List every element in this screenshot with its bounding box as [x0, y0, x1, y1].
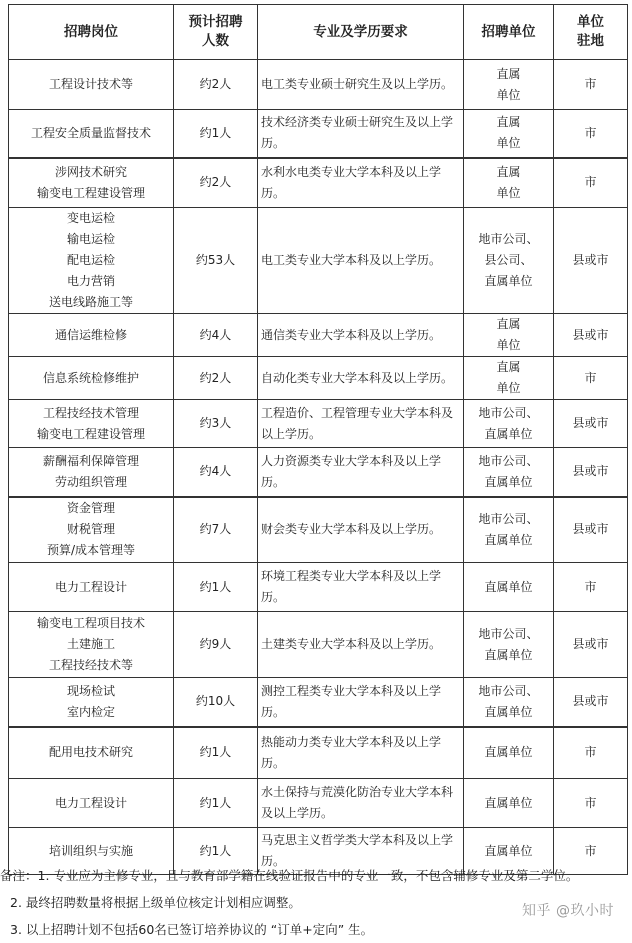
post-name: 电力工程设计 — [54, 579, 127, 594]
count-cell: 约4人 — [174, 314, 258, 357]
post-cell — [9, 612, 174, 678]
post-name: 工程技经技术管理 — [42, 405, 139, 420]
note-line-1: 备注：1. 专业应为主修专业，且与教育部学籍在线验证报告中的专业一致，不包含辅修专业及第二学位。 — [0, 868, 579, 883]
requirement-cell: 水利水电类专业大学本科及以上学历。 — [258, 158, 464, 208]
post-name: 土建施工 — [66, 637, 115, 651]
table-row — [9, 314, 628, 357]
post-name: 输变电工程项目技术 — [36, 616, 145, 630]
location-cell: 市 — [554, 727, 628, 779]
post-cell — [9, 563, 174, 612]
unit-cell — [464, 110, 554, 158]
unit-name: 直属单位 — [484, 579, 533, 594]
table-body — [9, 60, 628, 875]
unit-name: 直属单位 — [484, 745, 533, 760]
post-cell — [9, 678, 174, 727]
unit-cell — [464, 400, 554, 448]
unit-name: 直属 — [496, 66, 521, 81]
post-name: 配电运检 — [66, 253, 115, 267]
table-row — [9, 678, 628, 727]
location-cell: 市 — [554, 60, 628, 110]
post-name: 劳动组织管理 — [54, 474, 127, 489]
post-cell — [9, 779, 174, 828]
header-count-line2: 人数 — [202, 33, 229, 49]
header-location — [554, 5, 628, 60]
header-location-line1: 单位 — [577, 14, 604, 30]
post-cell — [9, 110, 174, 158]
unit-name: 直属 — [496, 115, 521, 130]
table-row — [9, 448, 628, 497]
unit-cell — [464, 208, 554, 314]
unit-cell — [464, 497, 554, 563]
post-cell — [9, 158, 174, 208]
table-row — [9, 60, 628, 110]
table-header-row — [9, 5, 628, 60]
count-cell: 约3人 — [174, 400, 258, 448]
location-cell: 县或市 — [554, 678, 628, 727]
header-unit: 招聘单位 — [464, 5, 554, 60]
unit-cell — [464, 612, 554, 678]
header-post: 招聘岗位 — [9, 5, 174, 60]
post-name: 电力营销 — [66, 274, 115, 288]
post-name: 预算/成本管理等 — [46, 543, 136, 558]
count-cell: 约7人 — [174, 497, 258, 563]
header-location-line2: 驻地 — [577, 33, 604, 49]
requirement-cell: 人力资源类专业大学本科及以上学历。 — [258, 448, 464, 497]
post-name: 信息系统检修维护 — [42, 370, 139, 385]
note-line-3: 3. 以上招聘计划不包括60名已签订培养协议的 “订单+定向” 生。 — [10, 922, 374, 937]
unit-name: 直属单位 — [484, 704, 533, 719]
post-cell — [9, 314, 174, 357]
unit-cell — [464, 779, 554, 828]
location-cell: 县或市 — [554, 448, 628, 497]
unit-cell — [464, 448, 554, 497]
unit-cell — [464, 314, 554, 357]
unit-name: 单位 — [496, 136, 521, 151]
table-row — [9, 779, 628, 828]
post-cell — [9, 448, 174, 497]
requirement-cell: 技术经济类专业硕士研究生及以上学历。 — [258, 110, 464, 158]
requirement-cell: 通信类专业大学本科及以上学历。 — [258, 314, 464, 357]
post-name: 现场检试 — [66, 683, 115, 698]
location-cell: 县或市 — [554, 208, 628, 314]
unit-cell — [464, 60, 554, 110]
location-cell: 市 — [554, 158, 628, 208]
unit-name: 直属单位 — [484, 843, 533, 858]
location-cell: 县或市 — [554, 612, 628, 678]
location-cell: 市 — [554, 357, 628, 400]
watermark: 知乎 @玖小时 — [522, 903, 614, 919]
post-name: 输电运检 — [66, 232, 115, 246]
table-row — [9, 497, 628, 563]
unit-cell — [464, 158, 554, 208]
unit-cell — [464, 563, 554, 612]
unit-name: 直属单位 — [484, 426, 533, 441]
table-row — [9, 400, 628, 448]
table-row — [9, 208, 628, 314]
requirement-cell: 自动化类专业大学本科及以上学历。 — [258, 357, 464, 400]
count-cell: 约1人 — [174, 779, 258, 828]
table-row — [9, 357, 628, 400]
unit-name: 直属 — [496, 317, 521, 331]
requirement-cell: 水土保持与荒漠化防治专业大学本科及以上学历。 — [258, 779, 464, 828]
count-cell: 约1人 — [174, 727, 258, 779]
header-count-line1: 预计招聘 — [188, 14, 243, 30]
requirement-cell: 热能动力类专业大学本科及以上学历。 — [258, 727, 464, 779]
table-row — [9, 158, 628, 208]
unit-name: 直属单位 — [484, 474, 533, 489]
unit-name: 单位 — [496, 338, 521, 352]
unit-name: 地市公司、 — [478, 405, 539, 420]
count-cell: 约10人 — [174, 678, 258, 727]
location-cell: 市 — [554, 563, 628, 612]
count-cell: 约1人 — [174, 828, 258, 875]
table-row — [9, 727, 628, 779]
post-name: 薪酬福利保障管理 — [42, 453, 139, 468]
unit-name: 直属单位 — [484, 647, 533, 662]
unit-name: 地市公司、 — [478, 626, 539, 641]
requirement-cell: 马克思主义哲学类大学本科及以上学历。 — [258, 828, 464, 875]
table-row — [9, 612, 628, 678]
unit-name: 单位 — [496, 381, 521, 395]
table-row — [9, 563, 628, 612]
unit-name: 直属单位 — [484, 532, 533, 547]
post-name: 培训组织与实施 — [48, 843, 133, 858]
requirement-cell: 土建类专业大学本科及以上学历。 — [258, 612, 464, 678]
post-cell — [9, 400, 174, 448]
header-count — [174, 5, 258, 60]
recruitment-table — [8, 4, 628, 875]
requirement-cell: 电工类专业大学本科及以上学历。 — [258, 208, 464, 314]
post-name: 涉网技术研究 — [54, 164, 127, 179]
unit-name: 直属 — [496, 360, 521, 374]
count-cell: 约4人 — [174, 448, 258, 497]
unit-cell — [464, 357, 554, 400]
unit-cell — [464, 678, 554, 727]
count-cell: 约9人 — [174, 612, 258, 678]
unit-name: 地市公司、 — [478, 511, 539, 526]
requirement-cell: 测控工程类专业大学本科及以上学历。 — [258, 678, 464, 727]
unit-name: 直属单位 — [484, 795, 533, 810]
unit-name: 县公司、 — [484, 253, 533, 267]
unit-name: 单位 — [496, 185, 521, 200]
location-cell: 县或市 — [554, 314, 628, 357]
requirement-cell: 电工类专业硕士研究生及以上学历。 — [258, 60, 464, 110]
location-cell: 县或市 — [554, 400, 628, 448]
unit-name: 地市公司、 — [478, 453, 539, 468]
unit-name: 直属 — [496, 164, 521, 179]
count-cell: 约2人 — [174, 60, 258, 110]
header-requirement: 专业及学历要求 — [258, 5, 464, 60]
unit-name: 地市公司、 — [478, 683, 539, 698]
unit-cell — [464, 727, 554, 779]
post-name: 输变电工程建设管理 — [36, 185, 145, 200]
location-cell: 市 — [554, 779, 628, 828]
post-name: 送电线路施工等 — [48, 295, 133, 309]
location-cell: 市 — [554, 110, 628, 158]
table-row — [9, 110, 628, 158]
post-cell — [9, 357, 174, 400]
count-cell: 约2人 — [174, 158, 258, 208]
post-name: 资金管理 — [66, 501, 115, 516]
count-cell: 约53人 — [174, 208, 258, 314]
post-name: 室内检定 — [66, 704, 115, 719]
post-cell — [9, 727, 174, 779]
unit-name: 直属单位 — [484, 274, 533, 288]
post-name: 配用电技术研究 — [48, 745, 133, 760]
post-cell — [9, 497, 174, 563]
requirement-cell: 环境工程类专业大学本科及以上学历。 — [258, 563, 464, 612]
post-name: 通信运维检修 — [54, 327, 127, 342]
count-cell: 约1人 — [174, 110, 258, 158]
requirement-cell: 财会类专业大学本科及以上学历。 — [258, 497, 464, 563]
count-cell: 约1人 — [174, 563, 258, 612]
post-name: 财税管理 — [66, 522, 115, 537]
location-cell: 市 — [554, 828, 628, 875]
post-name: 工程技经技术等 — [48, 658, 133, 672]
count-cell: 约2人 — [174, 357, 258, 400]
location-cell: 县或市 — [554, 497, 628, 563]
post-name: 变电运检 — [66, 211, 115, 225]
post-name: 工程安全质量监督技术 — [30, 125, 151, 140]
note-line-2: 2. 最终招聘数量将根据上级单位核定计划相应调整。 — [10, 895, 301, 910]
post-cell — [9, 60, 174, 110]
post-name: 工程设计技术等 — [48, 77, 133, 91]
post-name: 输变电工程建设管理 — [36, 426, 145, 441]
unit-name: 单位 — [496, 87, 521, 102]
post-name: 电力工程设计 — [54, 795, 127, 810]
requirement-cell: 工程造价、工程管理专业大学本科及以上学历。 — [258, 400, 464, 448]
post-cell — [9, 208, 174, 314]
unit-name: 地市公司、 — [478, 232, 539, 246]
